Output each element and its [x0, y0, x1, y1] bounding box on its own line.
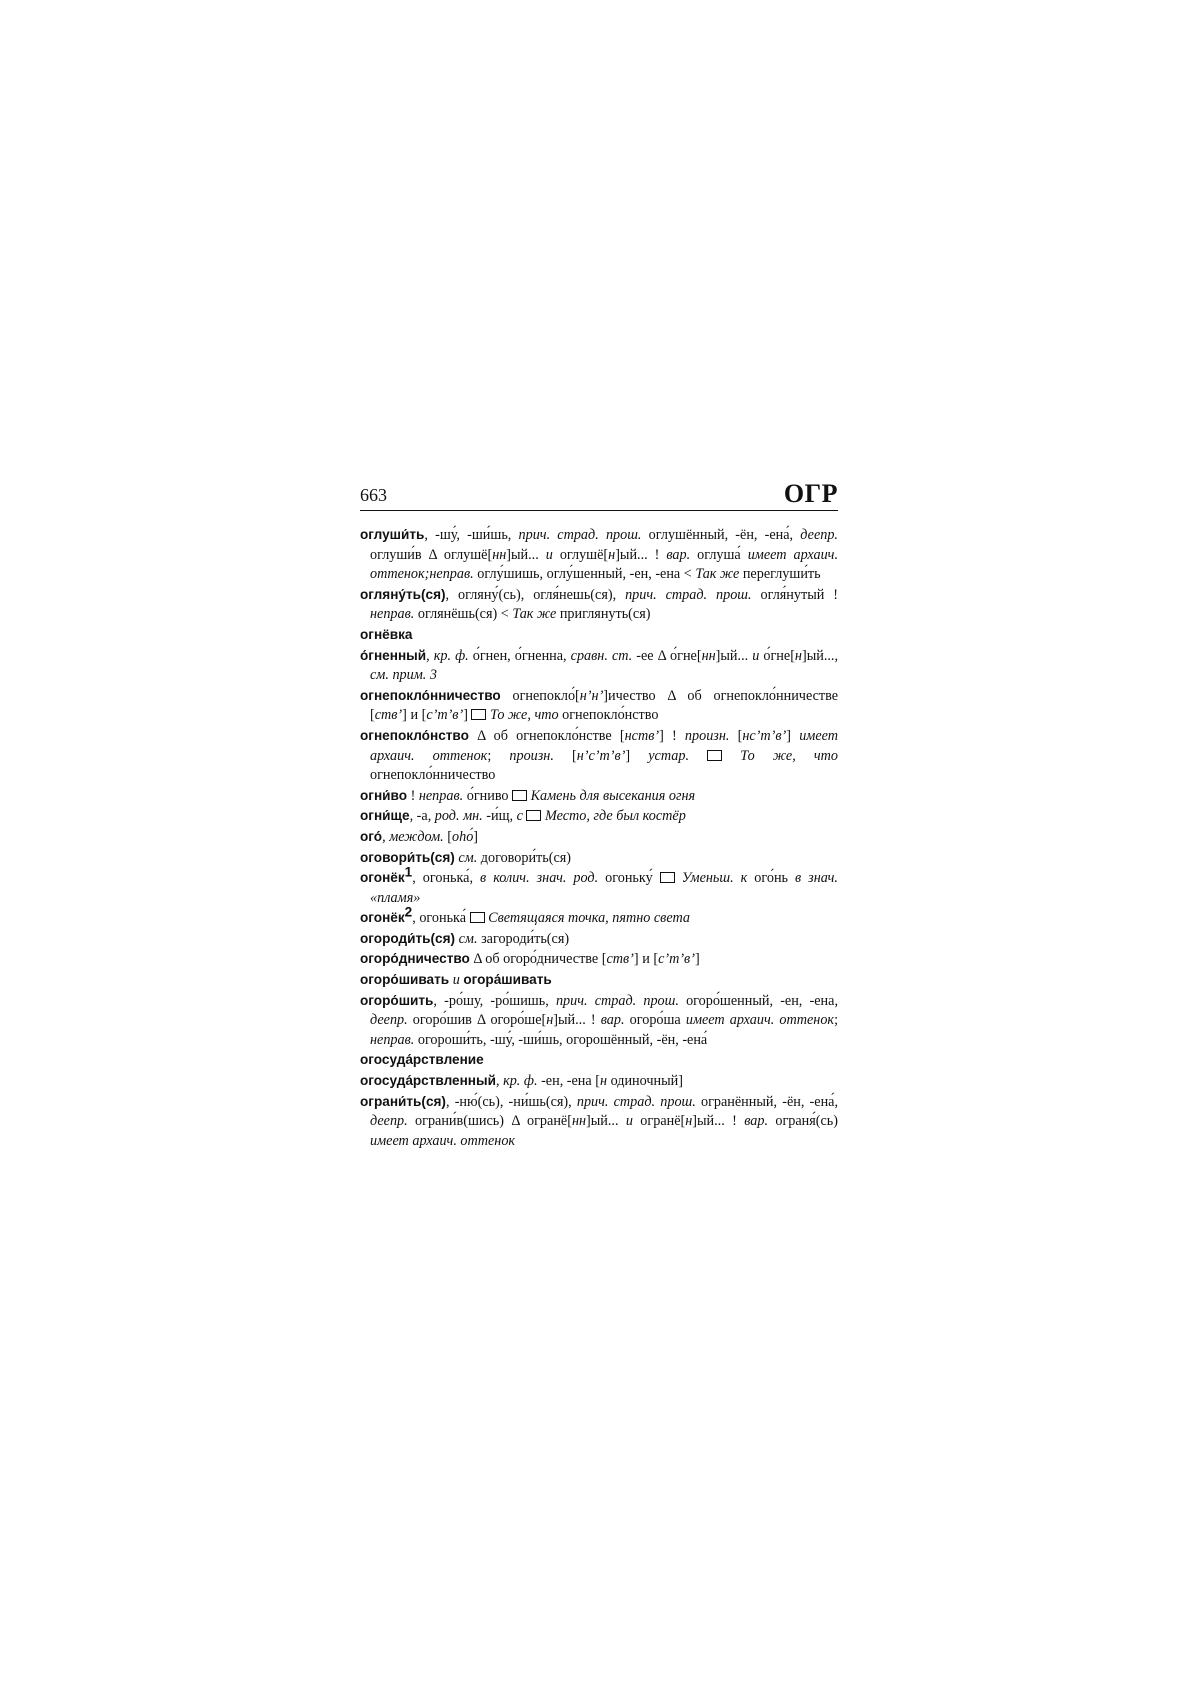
entry-text: , -ро́шу, -ро́шишь, — [433, 992, 556, 1009]
headword: о́гненный — [360, 647, 427, 663]
entry-text: огороши́ть, -шу́, -ши́шь, огорошённый, -ён, -ена́ — [414, 1031, 708, 1048]
grammar-note: вар. — [666, 546, 691, 563]
headword: огоро́шить — [360, 992, 434, 1008]
headword: огороди́ть(ся) — [360, 930, 456, 946]
grammar-note: и — [625, 1113, 633, 1130]
headword: ограни́ть(ся) — [360, 1093, 446, 1109]
entry-text: -ен, -ена [ — [537, 1073, 600, 1090]
grammar-note: нн — [701, 647, 716, 664]
entry-text: огранё[ — [632, 1113, 686, 1130]
headword: огосуда́рствленный — [360, 1073, 496, 1089]
grammar-note: прич. страд. прош. — [555, 992, 679, 1009]
definition-square-icon — [526, 810, 541, 821]
dictionary-entry-ogoroshit — [360, 991, 838, 1051]
entry-text: ] — [473, 828, 479, 845]
dictionary-entry-ogovoritsya — [360, 848, 838, 869]
entry-text: , -а, — [409, 808, 435, 825]
entry-text: переглуши́ть — [739, 566, 821, 583]
grammar-note: деепр. — [370, 1113, 408, 1130]
entry-text: ого́нь — [747, 870, 796, 887]
dictionary-entry-ognivo — [360, 786, 838, 807]
grammar-note: кр. ф. — [433, 647, 469, 664]
entry-text: ]ичество Δ об огнепокло́нничестве [ — [370, 687, 839, 724]
entry-text: ; — [487, 747, 510, 764]
grammar-note: прич. страд. прош. — [518, 527, 642, 543]
grammar-note: см. прим. 3 — [370, 667, 437, 684]
grammar-note: Камень для высекания огня — [530, 787, 696, 804]
entry-text: , — [382, 828, 390, 845]
entry-text: ] и [ — [402, 707, 427, 724]
entry-text: оглушё[ — [552, 546, 609, 563]
entry-text: загороди́ть(ся) — [477, 930, 570, 947]
headword: огонёк — [360, 910, 405, 926]
headword: оговори́ть(ся) — [360, 849, 455, 865]
entry-text — [689, 748, 707, 764]
entry-text: договори́ть(ся) — [477, 849, 571, 866]
grammar-note: имеет архаич. оттенок — [370, 1132, 516, 1149]
grammar-note: н — [794, 647, 802, 664]
entry-text: оглянёшь(ся) < — [414, 606, 513, 623]
entry-text: ! — [407, 787, 419, 804]
entry-text: ограни́в(шись) Δ огранё[ — [407, 1113, 572, 1130]
page-header — [360, 478, 838, 511]
grammar-note: ств’ — [374, 707, 403, 724]
grammar-note: Так же — [695, 566, 740, 583]
dictionary-entry-oglyanutsya — [360, 585, 838, 625]
grammar-note: вар. — [744, 1113, 768, 1130]
grammar-note: Светящаяся точка, пятно света — [488, 910, 690, 927]
entry-text: , -шу́, -ши́шь, — [424, 527, 519, 543]
grammar-note: Уменьш. к — [681, 870, 748, 887]
grammar-note: с’т’в’ — [658, 951, 695, 968]
entry-text: огоро́шенный, -ен, -ена, — [678, 992, 838, 1009]
dictionary-entry-ogoroshivat — [360, 970, 838, 991]
grammar-note: в колич. знач. род. — [480, 870, 599, 887]
grammar-note: нн — [571, 1113, 587, 1130]
definition-square-icon — [512, 790, 527, 801]
entry-text: ] — [625, 747, 649, 764]
entry-text — [722, 748, 740, 764]
entry-text: ]ый..., — [801, 647, 839, 664]
entry-text: ] ! — [659, 727, 685, 744]
dictionary-entry-ognishche — [360, 806, 838, 827]
headword: огляну́ть(ся) — [360, 586, 446, 602]
entry-text: , огляну́(сь), огля́нешь(ся), — [445, 586, 626, 603]
grammar-note: с — [516, 808, 523, 825]
dictionary-entry-ogranitsya — [360, 1092, 838, 1152]
entry-text: , огонька́, — [412, 870, 481, 887]
grammar-note: нс’т’в’ — [742, 727, 787, 744]
definition-square-icon — [470, 912, 485, 923]
grammar-note: н — [608, 546, 616, 563]
headword: огнепокло́нство — [360, 727, 469, 743]
dictionary-entry-ogo — [360, 827, 838, 848]
grammar-note: произн. — [509, 747, 554, 764]
entry-text: огля́нутый ! — [751, 586, 838, 603]
entry-text: Δ об огнепокло́нстве [ — [468, 727, 625, 744]
dictionary-entry-ognyovka — [360, 625, 838, 646]
entry-text: ]ый... — [715, 647, 753, 664]
grammar-note: прич. страд. прош. — [625, 586, 752, 603]
entry-text: ]ый... ! — [692, 1113, 745, 1130]
entry-text: ]ый... ! — [615, 546, 667, 563]
grammar-note: и — [452, 972, 460, 989]
entry-text: -и́щ, — [482, 808, 517, 825]
dictionary-entry-ogonyok2 — [360, 904, 838, 929]
entry-text: [ — [553, 747, 577, 764]
grammar-note: вар. — [600, 1012, 625, 1029]
entry-text: огнепокло́нство — [558, 707, 659, 724]
grammar-note: устар. — [648, 747, 689, 764]
entry-text: ] — [463, 707, 472, 724]
entry-text: огоньку́ — [598, 870, 660, 887]
headword: огни́во — [360, 787, 408, 803]
headword: огосуда́рствление — [360, 1052, 484, 1068]
entry-text: о́гнен, о́гненна, — [468, 647, 571, 664]
entry-text: оглушённый, -ён, -ена́, — [641, 527, 801, 543]
grammar-note: н’н’ — [579, 687, 604, 704]
dictionary-entry-ogosudarstvlenie — [360, 1050, 838, 1071]
entry-text: огоро́ша — [624, 1012, 686, 1029]
dictionary-entry-ognepoklonnichestvo — [360, 686, 838, 726]
grammar-note: прич. страд. прош. — [576, 1093, 696, 1110]
entry-text: -ее Δ о́гне[ — [632, 647, 702, 664]
running-head: ОГР — [783, 479, 838, 508]
entry-text: приглянуть(ся) — [556, 606, 651, 623]
grammar-note: н — [599, 1073, 608, 1090]
grammar-note: произн. — [684, 727, 730, 744]
definition-square-icon — [471, 709, 486, 720]
headword: огнёвка — [360, 626, 413, 642]
grammar-note: То же, что — [490, 707, 559, 724]
grammar-note: нств’ — [624, 727, 660, 744]
entry-text: , огонька́ — [412, 910, 470, 927]
grammar-note: неправ. — [370, 1031, 415, 1048]
headword: ого́ — [360, 828, 383, 844]
dictionary-page — [360, 478, 838, 1151]
grammar-note: неправ. — [418, 787, 464, 804]
entry-text: ]ый... ! — [553, 1012, 601, 1029]
grammar-note: имеет архаич. оттенок;неправ. — [370, 546, 838, 583]
homonym-index: 2 — [404, 904, 413, 920]
grammar-note: оhо́ — [452, 828, 474, 845]
entry-text: одиночный] — [607, 1073, 683, 1090]
entry-text: ] — [694, 951, 700, 968]
grammar-note: в знач. «пламя» — [370, 870, 838, 906]
grammar-note: неправ. — [370, 606, 415, 623]
grammar-note: н’с’т’в’ — [576, 747, 626, 764]
grammar-note: н — [546, 1012, 554, 1029]
entry-text: , — [426, 647, 434, 664]
headword: огнепокло́нничество — [360, 687, 501, 703]
entry-text: [ — [729, 727, 743, 744]
entry-text: о́гниво — [463, 787, 513, 804]
entry-text — [675, 870, 682, 886]
grammar-note: с’т’в’ — [426, 707, 464, 724]
grammar-note: кр. ф. — [503, 1073, 538, 1090]
grammar-note: междом. — [389, 828, 444, 845]
page-number: 663 — [360, 485, 387, 505]
dictionary-entry-ogoroditsya — [360, 929, 838, 950]
entry-text: ] и [ — [633, 951, 659, 968]
entry-text: о́гне[ — [759, 647, 795, 664]
grammar-note: имеет архаич. оттенок — [685, 1012, 835, 1029]
grammar-note: деепр. — [800, 527, 838, 543]
grammar-note: см. — [458, 849, 478, 866]
headword: огоро́дничество — [360, 951, 470, 967]
headword: огонёк — [360, 870, 405, 886]
entry-list — [360, 525, 838, 1151]
definition-square-icon — [660, 872, 675, 883]
dictionary-entry-ognenny — [360, 646, 838, 686]
entry-text: оглуша́ — [690, 546, 748, 563]
entry-text: оглу́шишь, оглу́шенный, -ен, -ена < — [473, 566, 696, 583]
definition-square-icon — [707, 750, 722, 761]
dictionary-entry-ogorodnichestvo — [360, 949, 838, 970]
dictionary-entry-ogosudarstvlenny — [360, 1071, 838, 1092]
grammar-note: ств’ — [606, 951, 634, 968]
dictionary-entry-ogonyok1 — [360, 864, 838, 908]
grammar-note: и — [545, 546, 553, 563]
grammar-note: деепр. — [370, 1012, 408, 1029]
entry-text: огнепокло́нничество — [370, 767, 496, 784]
grammar-note: То же, что — [740, 747, 838, 764]
entry-text: ; — [834, 1012, 839, 1029]
headword: огоро́шивать — [360, 972, 450, 988]
headword: огни́ще — [360, 808, 410, 824]
grammar-note: Так же — [512, 606, 557, 623]
dictionary-entry-oglushit — [360, 525, 838, 585]
entry-text: ] — [786, 727, 800, 744]
grammar-note: см. — [458, 930, 478, 947]
grammar-note: Место, где был костёр — [545, 808, 686, 825]
entry-text: , -ню́(сь), -ни́шь(ся), — [445, 1093, 577, 1110]
grammar-note: имеет архаич. оттенок — [370, 727, 838, 764]
entry-text: огранённый, -ён, -ена́, — [695, 1093, 839, 1110]
grammar-note: нн — [492, 546, 507, 563]
entry-text: ]ый... — [586, 1113, 626, 1130]
homonym-index: 1 — [404, 864, 413, 880]
entry-text: ]ый... — [506, 546, 546, 563]
grammar-note: н — [685, 1113, 693, 1130]
entry-text: огоро́шив Δ огоро́ше[ — [407, 1012, 547, 1029]
headword: огора́шивать — [463, 972, 552, 988]
entry-text: оглуши́в Δ оглушё[ — [370, 546, 493, 563]
entry-text: Δ об огоро́дничестве [ — [469, 951, 607, 968]
entry-text: , — [495, 1073, 504, 1090]
entry-text: [ — [443, 828, 452, 845]
grammar-note: сравн. ст. — [570, 647, 633, 664]
headword: оглуши́ть — [360, 527, 425, 542]
grammar-note: род. мн. — [434, 808, 483, 825]
dictionary-entry-ognepoklonstvo — [360, 726, 838, 786]
entry-text: огнепокло́[ — [500, 687, 580, 704]
entry-text: ограня́(сь) — [768, 1113, 838, 1130]
grammar-note: и — [752, 647, 760, 664]
